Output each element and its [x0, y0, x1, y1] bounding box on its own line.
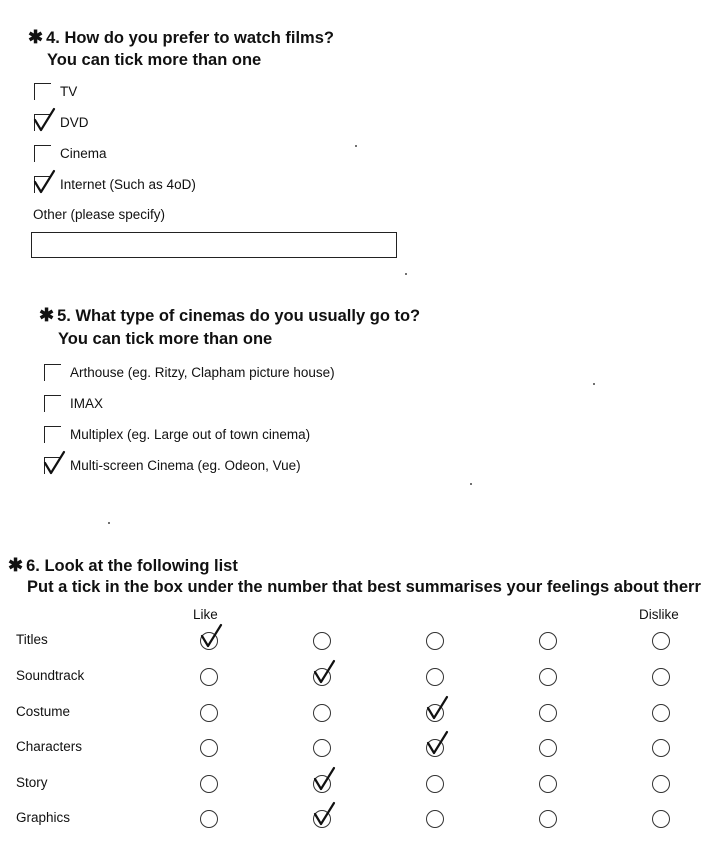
required-star-icon: ✱ — [39, 305, 55, 325]
q5-option[interactable] — [44, 426, 310, 443]
q6-title-text: 6. Look at the following list — [26, 557, 238, 575]
rating-radio[interactable] — [313, 739, 331, 757]
q4-option[interactable] — [34, 145, 107, 162]
q4-title — [28, 27, 334, 48]
rating-radio[interactable] — [200, 704, 218, 722]
rating-row-label: Characters — [16, 739, 83, 754]
checkbox[interactable] — [44, 364, 61, 381]
rating-radio[interactable] — [539, 739, 557, 757]
q4-other-label: Other (please specify) — [33, 207, 166, 222]
rating-radio[interactable] — [313, 810, 331, 828]
checkbox[interactable] — [34, 145, 51, 162]
rating-radio[interactable] — [313, 775, 331, 793]
q6-title — [8, 555, 238, 576]
q5-option[interactable] — [44, 395, 103, 412]
rating-radio[interactable] — [539, 704, 557, 722]
rating-radio[interactable] — [652, 775, 670, 793]
q5-title-text: 5. What type of cinemas do you usually go to? — [57, 307, 421, 325]
checkbox[interactable] — [34, 114, 51, 131]
rating-radio[interactable] — [426, 704, 444, 722]
q4-other-input[interactable] — [31, 232, 397, 258]
q5-option-label: Arthouse (eg. Ritzy, Clapham picture house) — [70, 365, 335, 380]
rating-radio[interactable] — [313, 668, 331, 686]
rating-radio[interactable] — [539, 775, 557, 793]
rating-radio[interactable] — [200, 810, 218, 828]
rating-row-label: Soundtrack — [16, 668, 85, 683]
scan-speck — [405, 273, 407, 275]
required-star-icon: ✱ — [8, 555, 24, 575]
q5-option-label: Multiplex (eg. Large out of town cinema) — [70, 427, 311, 442]
rating-radio[interactable] — [313, 704, 331, 722]
q4-option-label: DVD — [60, 115, 89, 130]
q5-title — [39, 305, 420, 326]
checkbox[interactable] — [44, 457, 61, 474]
rating-radio[interactable] — [426, 668, 444, 686]
rating-radio[interactable] — [426, 775, 444, 793]
rating-radio[interactable] — [426, 632, 444, 650]
rating-row-label: Story — [16, 775, 48, 790]
rating-radio[interactable] — [539, 810, 557, 828]
q6-subtitle: Put a tick in the box under the number that best summarises your feelings about therr — [27, 578, 701, 596]
checkbox[interactable] — [34, 176, 51, 193]
rating-radio[interactable] — [200, 775, 218, 793]
q4-option[interactable] — [34, 83, 77, 100]
rating-radio[interactable] — [200, 632, 218, 650]
q4-option-label: TV — [60, 84, 78, 99]
rating-radio[interactable] — [426, 810, 444, 828]
rating-row-label: Costume — [16, 704, 71, 719]
rating-radio[interactable] — [200, 668, 218, 686]
checkbox[interactable] — [34, 83, 51, 100]
rating-radio[interactable] — [539, 668, 557, 686]
rating-radio[interactable] — [426, 739, 444, 757]
q4-option[interactable] — [34, 114, 89, 131]
q5-option-label: Multi-screen Cinema (eg. Odeon, Vue) — [70, 458, 301, 473]
q4-option-label: Cinema — [60, 146, 107, 161]
checkbox[interactable] — [44, 426, 61, 443]
q5-option[interactable] — [44, 457, 301, 474]
q4-subtitle: You can tick more than one — [47, 51, 262, 69]
rating-row-label: Graphics — [16, 810, 71, 825]
rating-row-label: Titles — [16, 632, 48, 647]
rating-radio[interactable] — [200, 739, 218, 757]
scan-speck — [355, 145, 357, 147]
q5-option-label: IMAX — [70, 396, 104, 411]
required-star-icon: ✱ — [28, 27, 44, 47]
scale-dislike-label: Dislike — [639, 607, 679, 622]
scan-speck — [470, 483, 472, 485]
q4-option-label: Internet (Such as 4oD) — [60, 177, 196, 192]
scan-speck — [108, 522, 110, 524]
q4-option[interactable] — [34, 176, 196, 193]
rating-radio[interactable] — [652, 632, 670, 650]
q5-option[interactable] — [44, 364, 335, 381]
checkbox[interactable] — [44, 395, 61, 412]
q4-title-text: 4. How do you prefer to watch films? — [46, 29, 334, 47]
scan-speck — [593, 383, 595, 385]
rating-radio[interactable] — [652, 739, 670, 757]
rating-radio[interactable] — [652, 668, 670, 686]
rating-radio[interactable] — [539, 632, 557, 650]
rating-radio[interactable] — [313, 632, 331, 650]
q5-subtitle: You can tick more than one — [58, 330, 273, 348]
rating-radio[interactable] — [652, 810, 670, 828]
rating-radio[interactable] — [652, 704, 670, 722]
scale-like-label: Like — [193, 607, 218, 622]
